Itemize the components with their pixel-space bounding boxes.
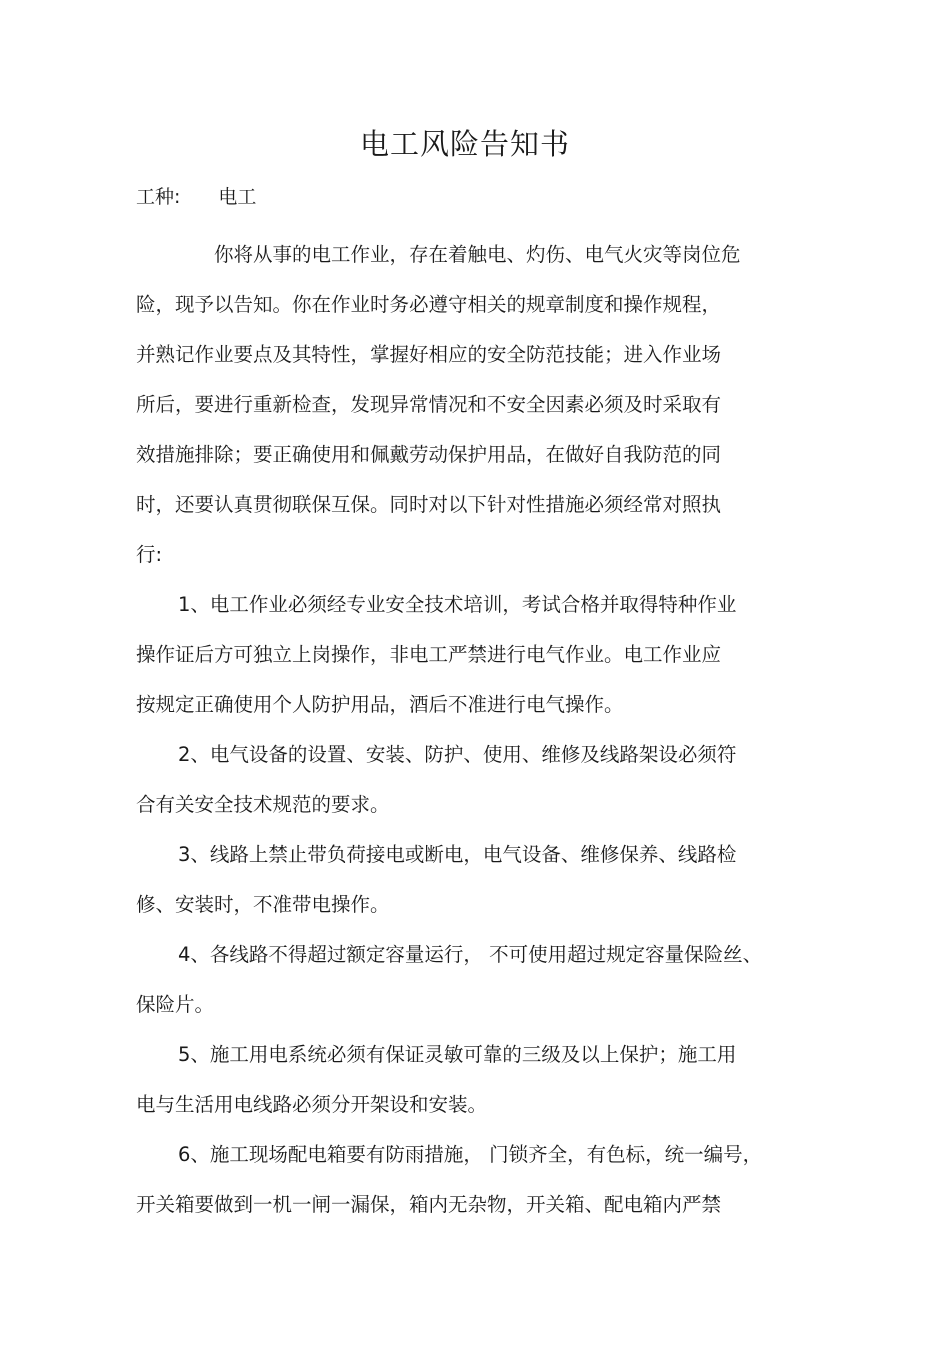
- item-6-line: 开关箱要做到一机一闸一漏保，箱内无杂物，开关箱、配电箱内严禁: [136, 1193, 722, 1216]
- intro-line: 行:: [136, 543, 163, 566]
- intro-line: 险，现予以告知。你在作业时务必遵守相关的规章制度和操作规程，: [136, 293, 722, 316]
- item-5-line: 5、施工用电系统必须有保证灵敏可靠的三级及以上保护；施工用: [178, 1043, 737, 1066]
- item-2-line: 2、电气设备的设置、安装、防护、使用、维修及线路架设必须符: [178, 743, 737, 766]
- intro-line: 效措施排除；要正确使用和佩戴劳动保护用品，在做好自我防范的同: [136, 443, 722, 466]
- intro-line: 并熟记作业要点及其特性，掌握好相应的安全防范技能；进入作业场: [136, 343, 722, 366]
- item-1-line: 操作证后方可独立上岗操作，非电工严禁进行电气作业。电工作业应: [136, 643, 722, 666]
- work-type-value: 电工: [218, 186, 257, 208]
- work-type-label: 工种:: [136, 186, 181, 208]
- intro-line: 你将从事的电工作业，存在着触电、灼伤、电气火灾等岗位危: [214, 243, 741, 266]
- work-type-row: [136, 182, 256, 212]
- item-1-line: 1、电工作业必须经专业安全技术培训，考试合格并取得特种作业: [178, 593, 737, 616]
- item-3-line: 修、安装时，不准带电操作。: [136, 893, 390, 916]
- item-3-line: 3、线路上禁止带负荷接电或断电，电气设备、维修保养、线路检: [178, 843, 737, 866]
- intro-line: 时，还要认真贯彻联保互保。同时对以下针对性措施必须经常对照执: [136, 493, 722, 516]
- intro-line: 所后，要进行重新检查，发现异常情况和不安全因素必须及时采取有: [136, 393, 722, 416]
- item-2-line: 合有关安全技术规范的要求。: [136, 793, 390, 816]
- item-1-line: 按规定正确使用个人防护用品，酒后不准进行电气操作。: [136, 693, 624, 716]
- item-5-line: 电与生活用电线路必须分开架设和安装。: [136, 1093, 488, 1116]
- item-6-line: 6、施工现场配电箱要有防雨措施， 门锁齐全，有色标，统一编号，: [178, 1143, 763, 1166]
- item-4-line: 4、各线路不得超过额定容量运行， 不可使用超过规定容量保险丝、: [178, 943, 763, 966]
- document-title: 电工风险告知书: [359, 127, 570, 161]
- item-4-line: 保险片。: [136, 993, 215, 1016]
